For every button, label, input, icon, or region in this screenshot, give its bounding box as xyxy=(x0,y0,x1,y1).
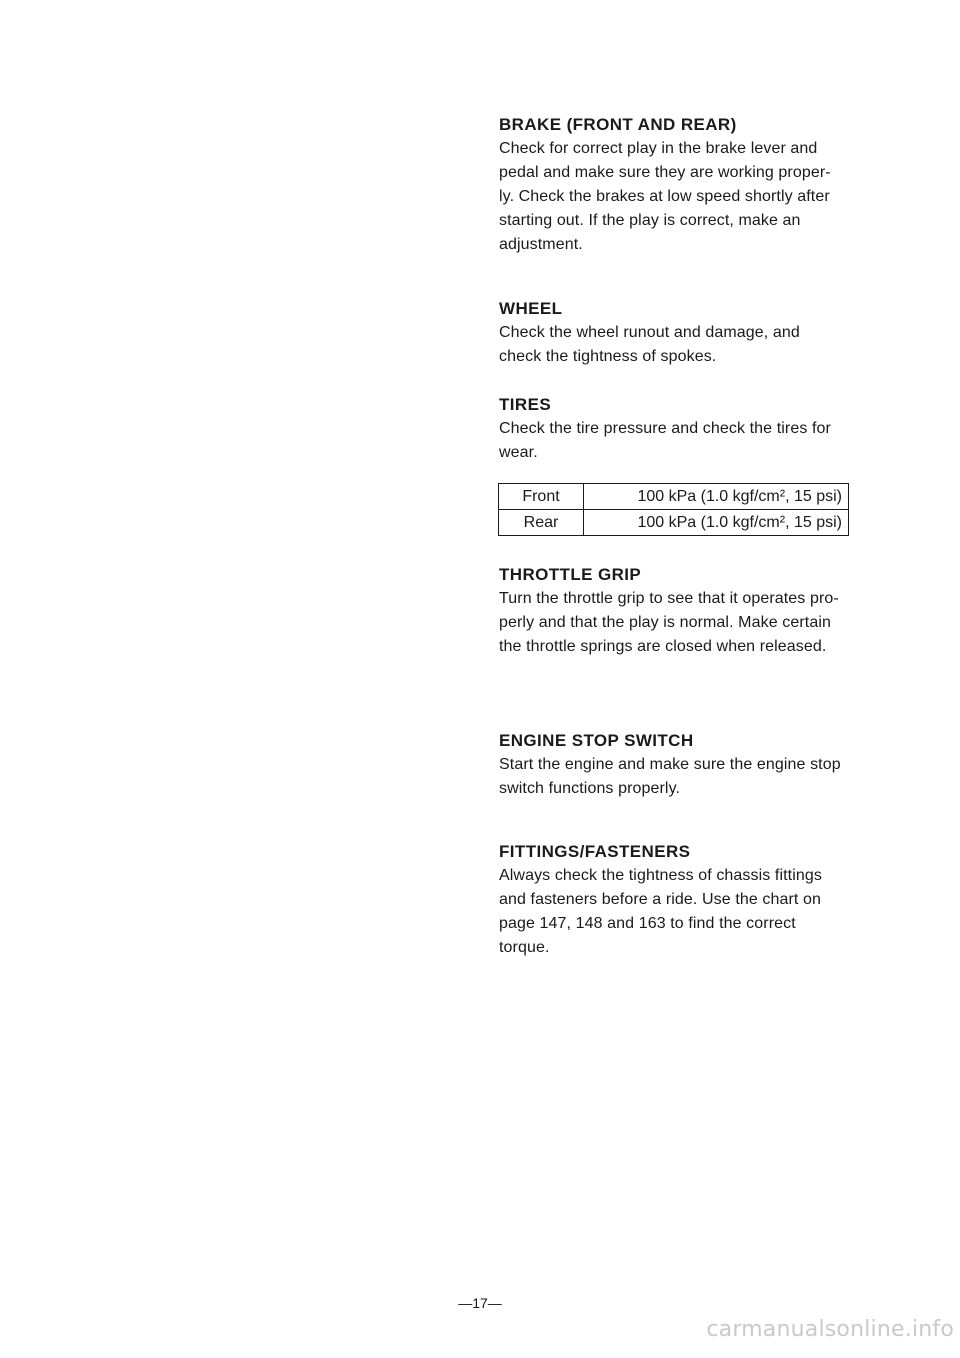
tire-pressure-table xyxy=(498,483,849,536)
text-line: Turn the throttle grip to see that it operates pro- xyxy=(499,590,839,607)
section-title: THROTTLE GRIP xyxy=(499,565,642,584)
text-line: the throttle springs are closed when released. xyxy=(499,638,827,655)
page-number: —17— xyxy=(458,1295,502,1311)
section-throttle-grip xyxy=(499,563,849,659)
section-text xyxy=(499,864,849,960)
section-text xyxy=(499,137,849,257)
section-text xyxy=(499,321,849,369)
section-engine-stop-switch xyxy=(499,729,849,801)
text-line: torque. xyxy=(499,939,550,956)
text-line: perly and that the play is normal. Make certain xyxy=(499,614,831,631)
text-line: adjustment. xyxy=(499,236,583,253)
text-line: pedal and make sure they are working proper- xyxy=(499,164,831,181)
table-row xyxy=(499,510,849,536)
section-title: WHEEL xyxy=(499,299,563,318)
watermark: carmanualsonline.info xyxy=(706,1317,954,1342)
text-line: ly. Check the brakes at low speed shortly after xyxy=(499,188,830,205)
text-line: Check for correct play in the brake lever and xyxy=(499,140,818,157)
section-text xyxy=(499,417,849,465)
text-line: switch functions properly. xyxy=(499,780,681,797)
section-title: ENGINE STOP SWITCH xyxy=(499,731,694,750)
table-row xyxy=(499,484,849,510)
table-cell-pressure: 100 kPa (1.0 kgf/cm², 15 psi) xyxy=(584,510,849,536)
text-line: check the tightness of spokes. xyxy=(499,348,717,365)
text-line: Always check the tightness of chassis fittings xyxy=(499,867,822,884)
section-fittings-fasteners xyxy=(499,840,849,960)
section-wheel xyxy=(499,297,849,369)
text-line: Check the tire pressure and check the tires for xyxy=(499,420,831,437)
text-line: wear. xyxy=(499,444,538,461)
text-line: page 147, 148 and 163 to find the correct xyxy=(499,915,796,932)
section-title: TIRES xyxy=(499,395,552,414)
section-brake xyxy=(499,113,849,257)
table-cell-position: Front xyxy=(499,484,584,510)
section-text xyxy=(499,587,849,659)
table-cell-position: Rear xyxy=(499,510,584,536)
text-line: and fasteners before a ride. Use the chart on xyxy=(499,891,822,908)
section-title: FITTINGS/FASTENERS xyxy=(499,842,691,861)
section-text xyxy=(499,753,849,801)
text-line: Start the engine and make sure the engine stop xyxy=(499,756,841,773)
section-title: BRAKE (FRONT AND REAR) xyxy=(499,115,737,134)
text-line: starting out. If the play is correct, make an xyxy=(499,212,801,229)
section-tires xyxy=(499,393,849,465)
text-line: Check the wheel runout and damage, and xyxy=(499,324,800,341)
table-cell-pressure: 100 kPa (1.0 kgf/cm², 15 psi) xyxy=(584,484,849,510)
